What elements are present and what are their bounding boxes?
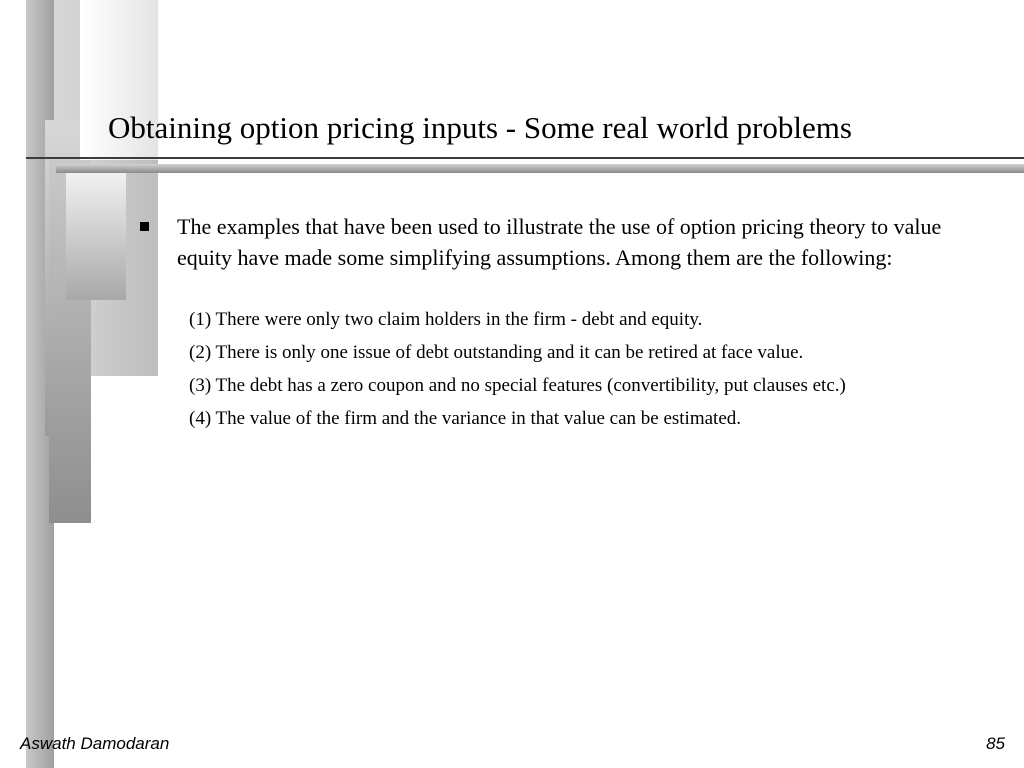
bullet-point xyxy=(140,212,1000,273)
assumption-item: (3) The debt has a zero coupon and no special features (convertibility, put clauses etc.) xyxy=(189,375,846,396)
assumption-item: (2) There is only one issue of debt outstanding and it can be retired at face value. xyxy=(189,342,804,363)
slide-title: Obtaining option pricing inputs - Some real world problems xyxy=(108,110,852,145)
decorative-gradient-block xyxy=(66,172,126,300)
square-bullet-icon xyxy=(140,222,149,231)
title-divider-line xyxy=(26,157,1024,159)
page-number: 85 xyxy=(986,734,1005,753)
title-divider-bar xyxy=(56,164,1024,173)
footer-author: Aswath Damodaran xyxy=(20,734,170,753)
assumption-item: (4) The value of the firm and the variance in that value can be estimated. xyxy=(189,408,742,429)
assumption-list xyxy=(189,309,1009,441)
bullet-text: The examples that have been used to illustrate the use of option pricing theory to value equity have made some simplifying assumptions. Among them are the following: xyxy=(177,214,942,270)
assumption-item: (1) There were only two claim holders in the firm - debt and equity. xyxy=(189,309,703,330)
